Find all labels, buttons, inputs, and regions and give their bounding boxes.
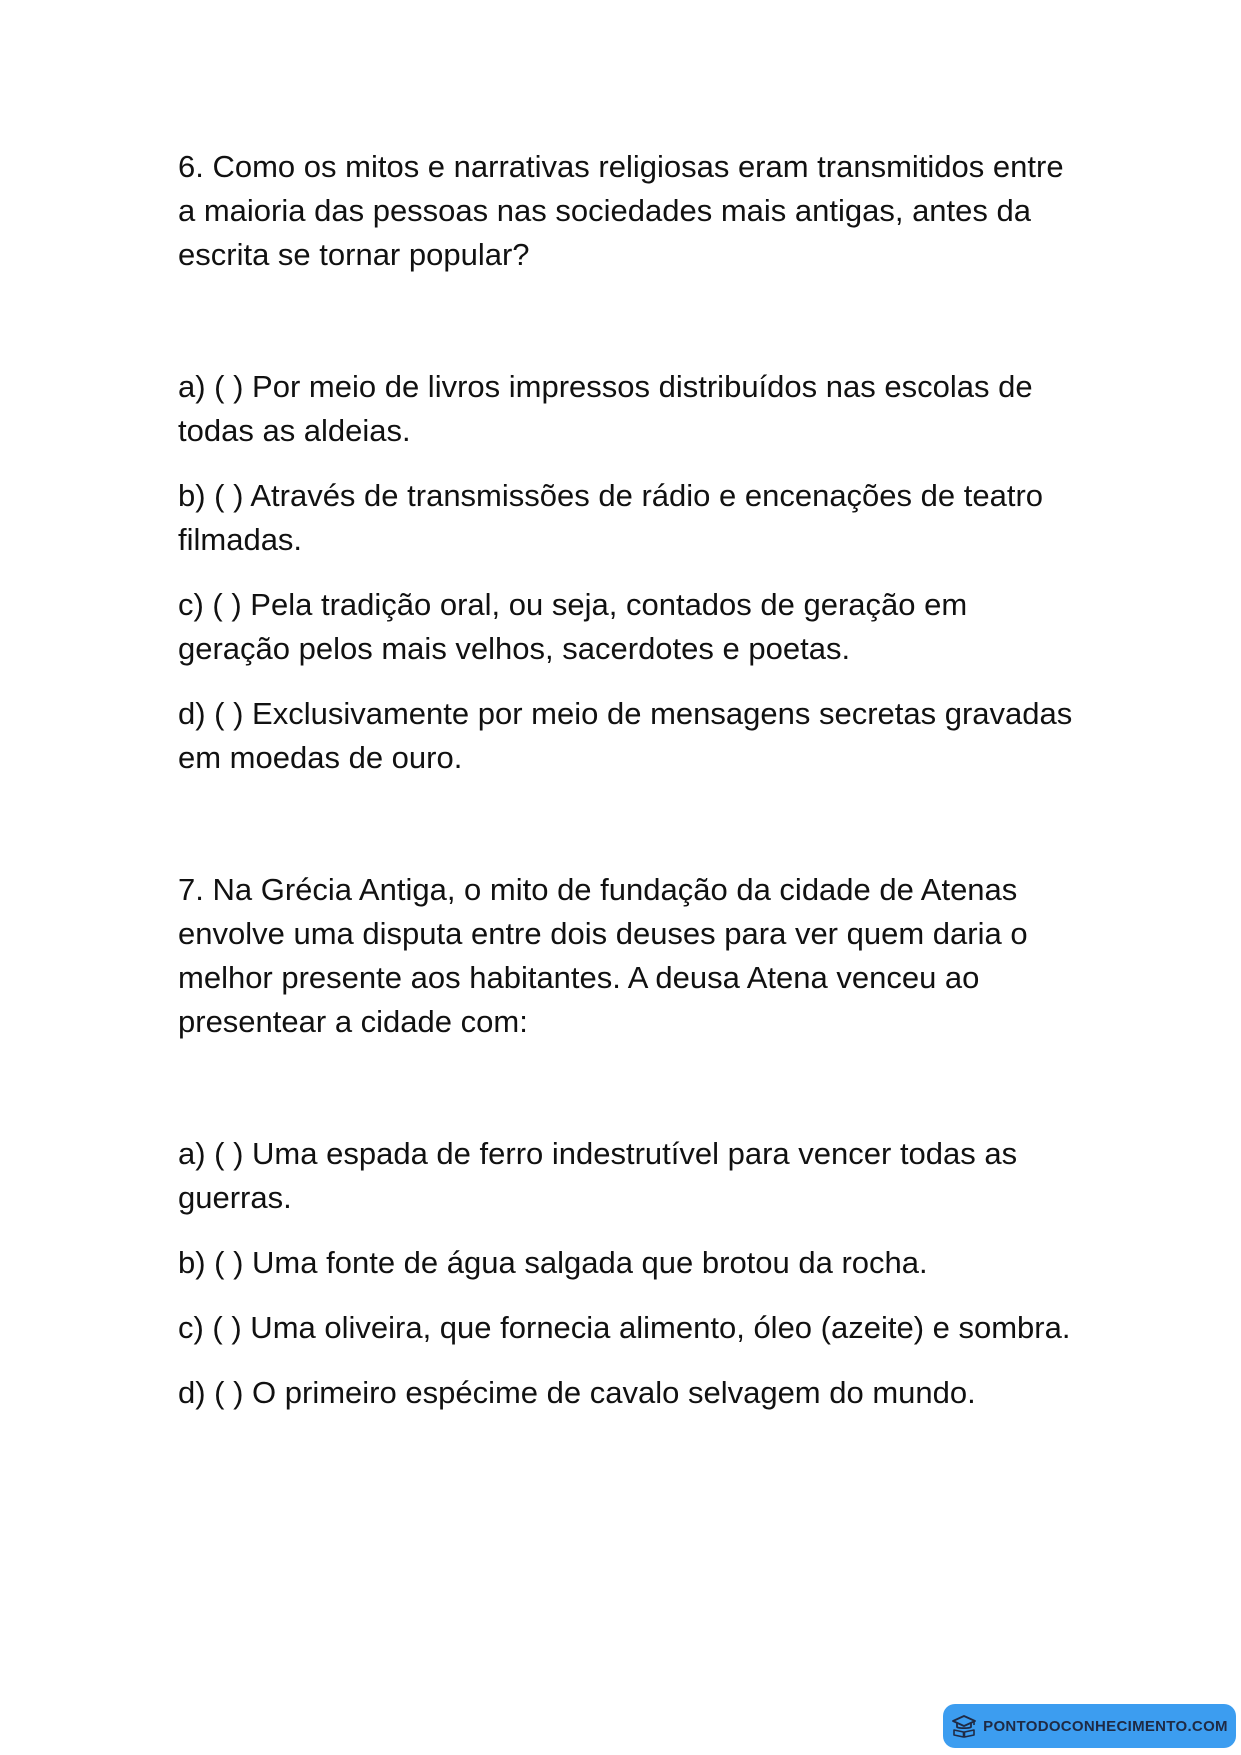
question-prompt: 7. Na Grécia Antiga, o mito de fundação da cidade de Atenas envolve uma disputa entre dois deuses para ver quem daria o melhor presente aos habitantes. A deusa Atena venceu ao presentear a cidade com: xyxy=(178,872,1028,1039)
question-6 xyxy=(178,145,1078,780)
answer-options xyxy=(178,365,1078,780)
answer-option-a: a) ( ) Uma espada de ferro indestrutível para vencer todas as guerras. xyxy=(178,1136,1018,1215)
answer-option-b: b) ( ) Uma fonte de água salgada que brotou da rocha. xyxy=(178,1245,928,1280)
brand-badge[interactable] xyxy=(943,1704,1236,1748)
answer-option-d: d) ( ) O primeiro espécime de cavalo selvagem do mundo. xyxy=(178,1375,976,1410)
answer-option-c: c) ( ) Uma oliveira, que fornecia alimento, óleo (azeite) e sombra. xyxy=(178,1310,1071,1345)
question-7 xyxy=(178,868,1078,1415)
brand-name: PONTODOCONHECIMENTO.COM xyxy=(983,1717,1228,1735)
answer-option-a: a) ( ) Por meio de livros impressos distribuídos nas escolas de todas as aldeias. xyxy=(178,369,1033,448)
answer-option-b: b) ( ) Através de transmissões de rádio e encenações de teatro filmadas. xyxy=(178,478,1044,557)
answer-option-d: d) ( ) Exclusivamente por meio de mensagens secretas gravadas em moedas de ouro. xyxy=(178,696,1073,775)
question-list xyxy=(178,145,1078,1436)
answer-options xyxy=(178,1132,1078,1415)
graduation-cap-book-icon xyxy=(951,1713,977,1739)
question-prompt: 6. Como os mitos e narrativas religiosas eram transmitidos entre a maioria das pessoas nas sociedades mais antigas, antes da escrita se tornar popular? xyxy=(178,149,1064,272)
answer-option-c: c) ( ) Pela tradição oral, ou seja, contados de geração em geração pelos mais velhos, sacerdotes e poetas. xyxy=(178,587,968,666)
